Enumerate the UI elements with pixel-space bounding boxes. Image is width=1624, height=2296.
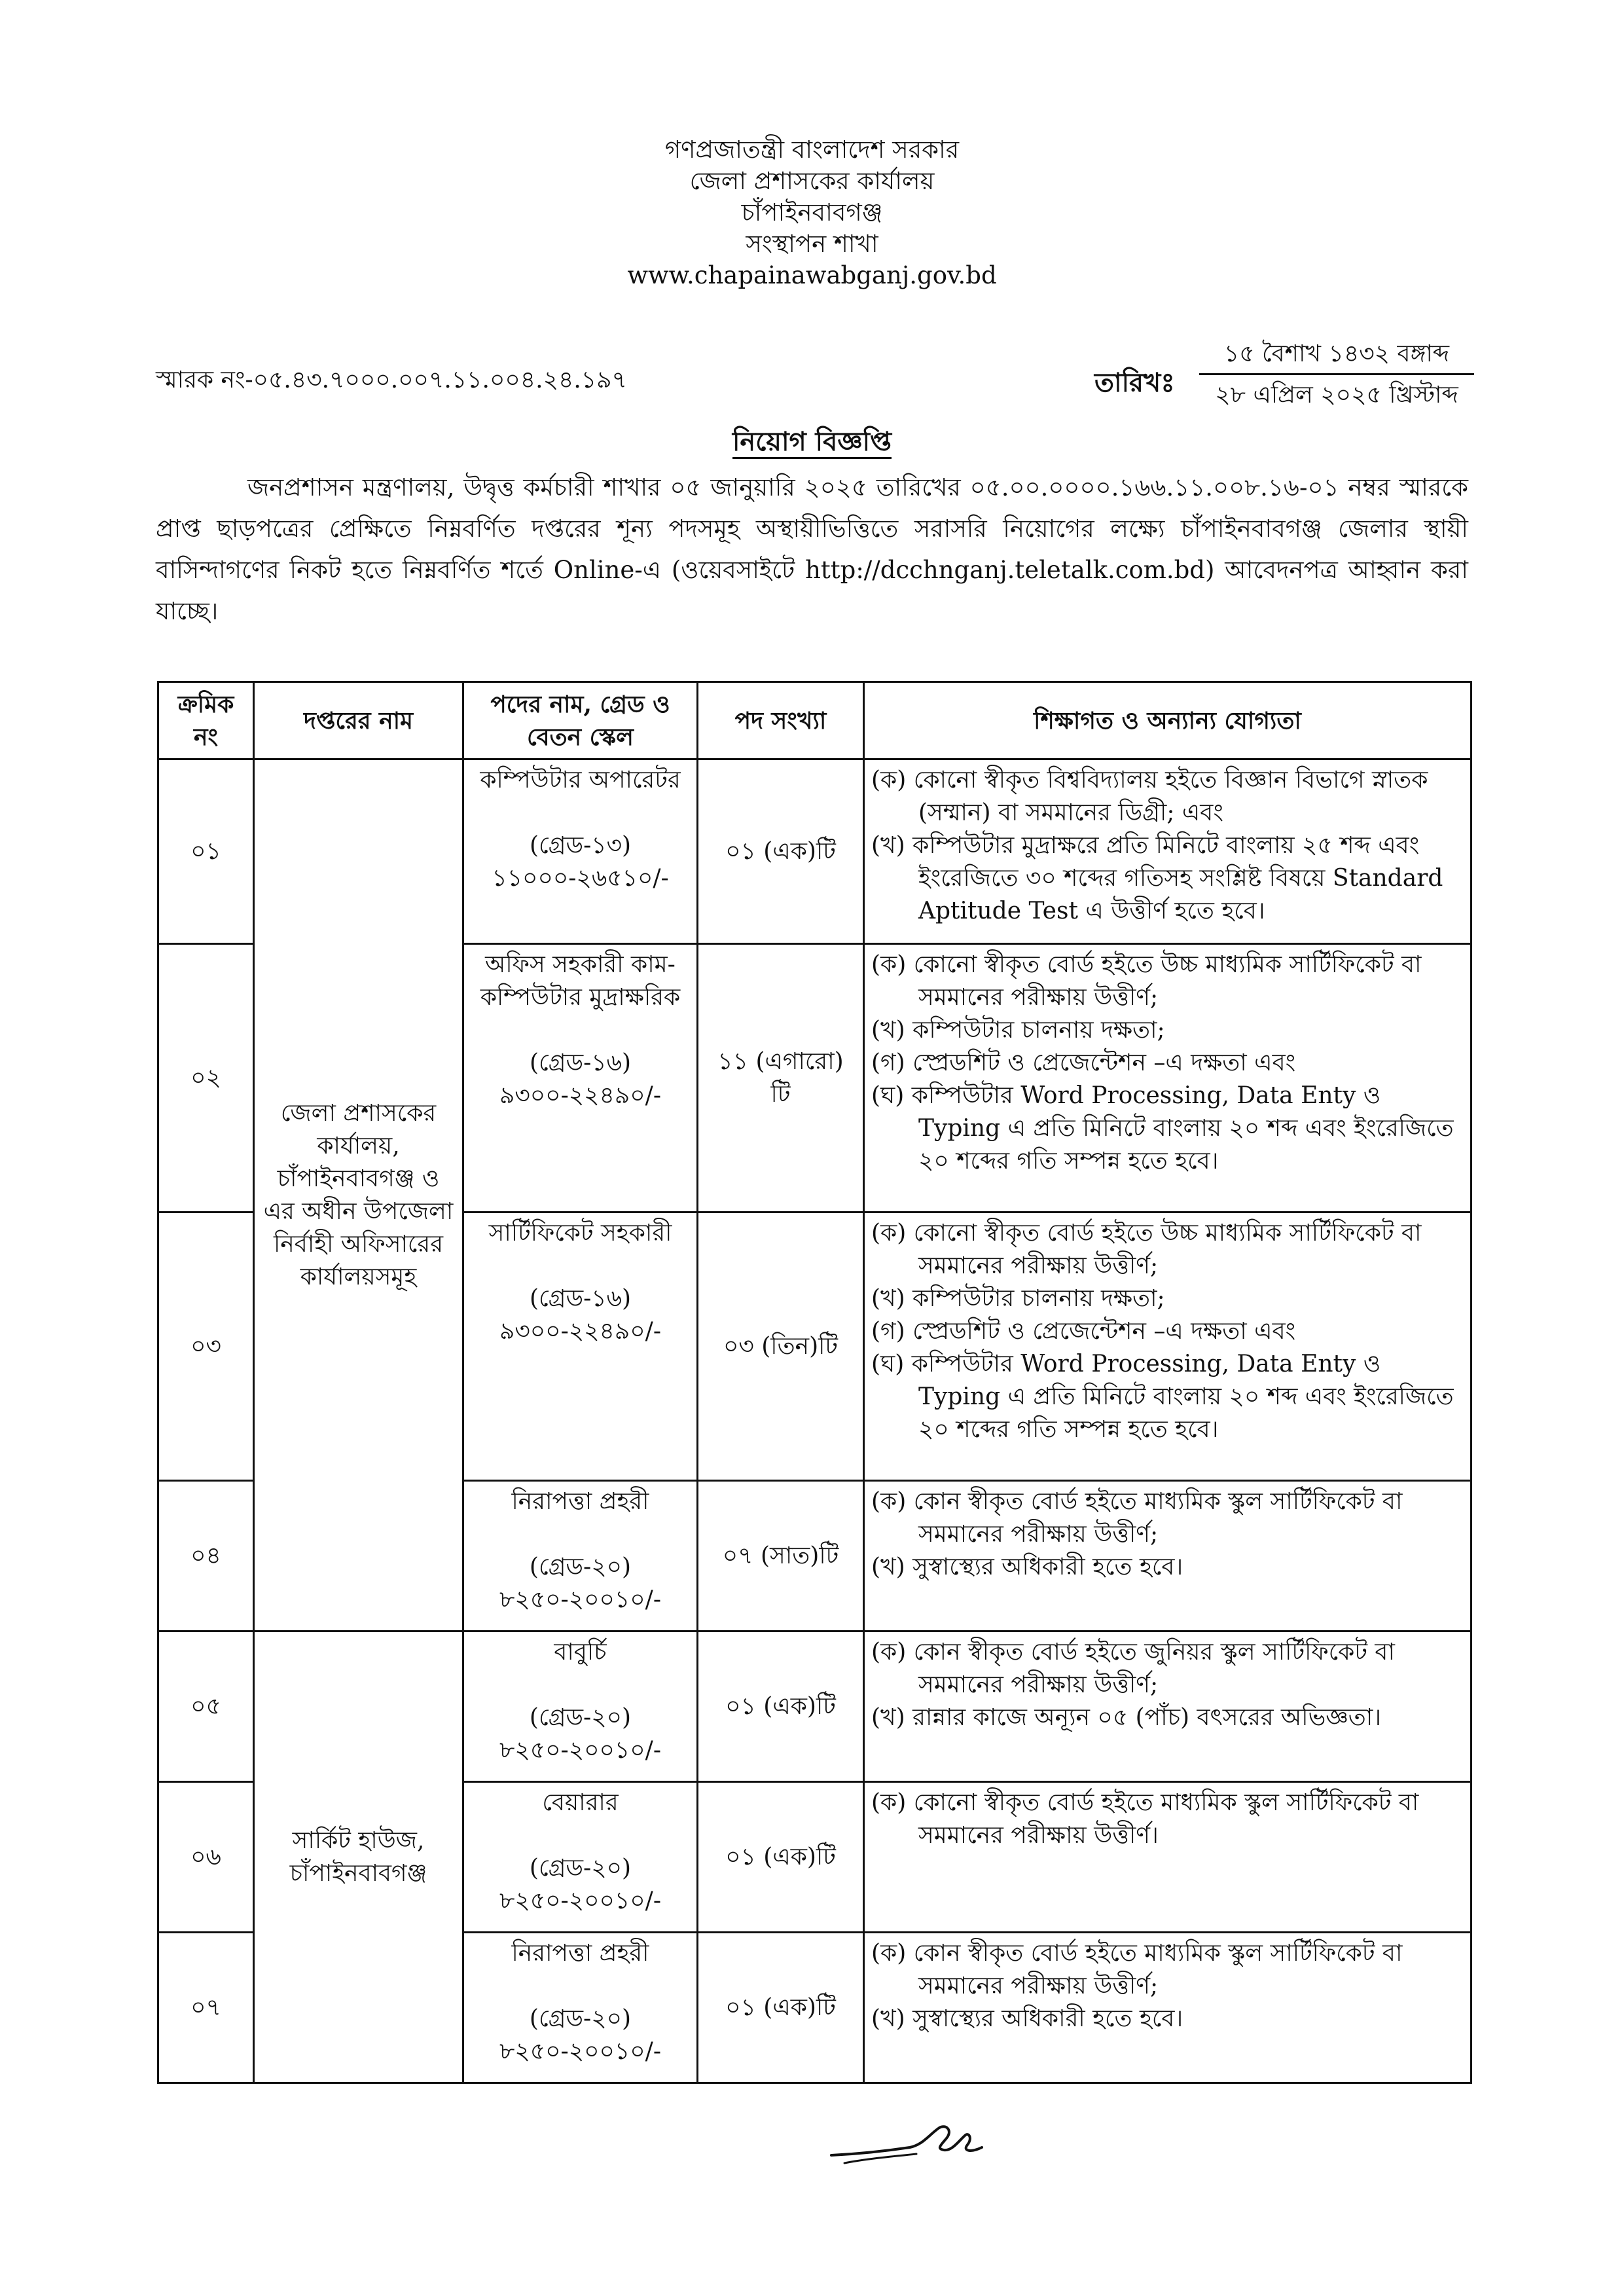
qualification-item: (ক) কোনো স্বীকৃত বোর্ড হইতে উচ্চ মাধ্যমিক সার্টিফিকেট বা সমমানের পরীক্ষায় উত্তীর্ণ; [871,951,1422,1011]
pay-scale: ৯৩০০-২২৪৯০/- [499,1318,661,1345]
post-count-cell: ০১ (এক)টি [698,1631,864,1782]
qualification-item: (ক) কোনো স্বীকৃত বিশ্ববিদ্যালয় হইতে বিজ্ঞান বিভাগে স্নাতক (সম্মান) বা সমমানের ডিগ্রী; এবং [871,767,1428,826]
qualification-item: (ঘ) কম্পিউটার Word Processing, Data Enty ও Typing এ প্রতি মিনিটে বাংলায় ২০ শব্দ এবং ইংরেজিতে ২০ শব্দের গতি সম্পন্ন হতে হবে। [871,1351,1454,1443]
date-bangla: ১৫ বৈশাখ ১৪৩২ বঙ্গাব্দ [1199,340,1474,375]
post-name: বেয়ারার [542,1789,619,1816]
post-count-cell: ০৭ (সাত)টি [698,1481,864,1631]
table-header-row [158,682,1471,759]
header-qualification: শিক্ষাগত ও অন্যান্য যোগ্যতা [864,682,1471,759]
post-count-cell: ০১ (এক)টি [698,1782,864,1933]
pay-scale: ৮২৫০-২০০১০/- [499,2038,661,2065]
qualification-item: (খ) কম্পিউটার মুদ্রাক্ষরে প্রতি মিনিটে বাংলায় ২৫ শব্দ এবং ইংরেজিতে ৩০ শব্দের গতিসহ সংশ্লিষ্ট বিষয়ে Standard Aptitude Test এ উত্তীর্ণ হতে হবে। [871,832,1443,924]
table-row [158,759,1471,944]
header-office: জেলা প্রশাসকের কার্যালয় [689,167,935,195]
post-cell [463,1933,698,2083]
post-count-cell: ১১ (এগারো) টি [698,944,864,1212]
date-block [1199,340,1474,409]
serial-cell: ০৪ [158,1481,254,1631]
post-grade: (গ্রেড-২০) [529,1855,632,1882]
serial-cell: ০৩ [158,1212,254,1481]
post-grade: (গ্রেড-১৬) [529,1285,632,1312]
office-header [0,134,1624,291]
post-cell [463,1212,698,1481]
post-name: নিরাপত্তা প্রহরী [511,1940,649,1967]
post-grade: (গ্রেড-১৬) [529,1049,632,1076]
header-government: গণপ্রজাতন্ত্রী বাংলাদেশ সরকার [664,136,960,164]
qualification-cell [864,1782,1471,1933]
qualification-cell [864,1212,1471,1481]
pay-scale: ৮২৫০-২০০১০/- [499,1586,661,1613]
intro-paragraph: জনপ্রশাসন মন্ত্রণালয়, উদ্বৃত্ত কর্মচারী শাখার ০৫ জানুয়ারি ২০২৫ তারিখের ০৫.০০.০০০০.১৬৬.১১.০০৮.১৬-০১ নম্বর স্মারকে প্রাপ্ত ছাড়পত্রের প্রেক্ষিতে নিম্নবর্ণিত দপ্তরের শূন্য পদসমূহ অস্থায়ীভিত্তিতে সরাসরি নিয়োগের লক্ষ্যে চাঁপাইনবাবগঞ্জ জেলার স্থায়ী বাসিন্দাগণের নিকট হতে নিম্নবর্ণিত শর্তে Online-এ (ওয়েবসাইটে http://dcchnganj.teletalk.com.bd) আবেদনপত্র আহ্বান করা যাচ্ছে। [156,473,1468,625]
post-count-cell: ০১ (এক)টি [698,759,864,944]
header-post: পদের নাম, গ্রেড ও বেতন স্কেল [463,682,698,759]
memo-reference: স্মারক নং-০৫.৪৩.৭০০০.০০৭.১১.০০৪.২৪.১৯৭ [156,367,627,393]
post-count-cell: ০১ (এক)টি [698,1933,864,2083]
qualification-cell [864,1481,1471,1631]
post-grade: (গ্রেড-২০) [529,1704,632,1731]
header-serial: ক্রমিক নং [158,682,254,759]
qualification-item: (খ) সুস্বাস্থ্যের অধিকারী হতে হবে। [871,1554,1183,1580]
serial-cell: ০৬ [158,1782,254,1933]
post-name: সার্টিফিকেট সহকারী [488,1220,672,1247]
header-office: দপ্তরের নাম [254,682,463,759]
qualification-item: (ক) কোন স্বীকৃত বোর্ড হইতে জুনিয়র স্কুল সার্টিফিকেট বা সমমানের পরীক্ষায় উত্তীর্ণ; [871,1639,1395,1698]
post-cell [463,1631,698,1782]
serial-cell: ০১ [158,759,254,944]
pay-scale: ৯৩০০-২২৪৯০/- [499,1082,661,1109]
qualification-item: (ক) কোনো স্বীকৃত বোর্ড হইতে মাধ্যমিক স্কুল সার্টিফিকেট বা সমমানের পরীক্ষায় উত্তীর্ণ। [871,1789,1419,1849]
post-grade: (গ্রেড-২০) [529,1554,632,1580]
qualification-cell [864,944,1471,1212]
header-district: চাঁপাইনবাবগঞ্জ [741,198,883,227]
qualification-item: (ক) কোন স্বীকৃত বোর্ড হইতে মাধ্যমিক স্কুল সার্টিফিকেট বা সমমানের পরীক্ষায় উত্তীর্ণ; [871,1940,1403,1999]
qualification-item: (ঘ) কম্পিউটার Word Processing, Data Enty ও Typing এ প্রতি মিনিটে বাংলায় ২০ শব্দ এবং ইংরেজিতে ২০ শব্দের গতি সম্পন্ন হতে হবে। [871,1082,1454,1175]
serial-cell: ০৫ [158,1631,254,1782]
post-cell [463,1481,698,1631]
qualification-item: (খ) কম্পিউটার চালনায় দক্ষতা; [871,1285,1165,1312]
header-count: পদ সংখ্যা [698,682,864,759]
qualification-item: (খ) রান্নার কাজে অন্যূন ০৫ (পাঁচ) বৎসরের অভিজ্ঞতা। [871,1704,1382,1731]
qualification-item: (গ) স্প্রেডশিট ও প্রেজেন্টেশন –এ দক্ষতা এবং [871,1318,1296,1345]
qualification-item: (খ) সুস্বাস্থ্যের অধিকারী হতে হবে। [871,2005,1183,2032]
table-row [158,1631,1471,1782]
post-grade: (গ্রেড-২০) [529,2005,632,2032]
qualification-cell [864,1631,1471,1782]
post-name: অফিস সহকারী কাম-কম্পিউটার মুদ্রাক্ষরিক [480,951,681,1011]
post-name: কম্পিউটার অপারেটর [480,767,681,793]
post-name: বাবুর্চি [554,1639,607,1666]
qualification-item: (গ) স্প্রেডশিট ও প্রেজেন্টেশন –এ দক্ষতা এবং [871,1049,1296,1076]
header-website: www.chapainawabganj.gov.bd [627,261,997,289]
date-label: তারিখঃ [1094,367,1175,398]
qualification-item: (ক) কোনো স্বীকৃত বোর্ড হইতে উচ্চ মাধ্যমিক সার্টিফিকেট বা সমমানের পরীক্ষায় উত্তীর্ণ; [871,1220,1422,1279]
post-grade: (গ্রেড-১৩) [529,832,632,859]
header-section: সংস্থাপন শাখা [746,230,878,258]
post-cell [463,1782,698,1933]
pay-scale: ৮২৫০-২০০১০/- [499,1737,661,1764]
qualification-item: (খ) কম্পিউটার চালনায় দক্ষতা; [871,1017,1165,1044]
date-gregorian: ২৮ এপ্রিল ২০২৫ খ্রিস্টাব্দ [1215,382,1458,409]
signature [825,2108,988,2180]
notice-title: নিয়োগ বিজ্ঞপ্তি [0,421,1624,465]
post-count-cell: ০৩ (তিন)টি [698,1212,864,1481]
pay-scale: ১১০০০-২৬৫১০/- [492,865,669,892]
qualification-cell [864,1933,1471,2083]
qualification-item: (ক) কোন স্বীকৃত বোর্ড হইতে মাধ্যমিক স্কুল সার্টিফিকেট বা সমমানের পরীক্ষায় উত্তীর্ণ; [871,1488,1403,1548]
serial-cell: ০২ [158,944,254,1212]
vacancy-table [157,681,1472,2084]
office-cell: সার্কিট হাউজ, চাঁপাইনবাবগঞ্জ [254,1631,463,2083]
post-cell [463,759,698,944]
qualification-cell [864,759,1471,944]
pay-scale: ৮২৫০-২০০১০/- [499,1887,661,1914]
post-cell [463,944,698,1212]
post-name: নিরাপত্তা প্রহরী [511,1488,649,1515]
office-cell: জেলা প্রশাসকের কার্যালয়, চাঁপাইনবাবগঞ্জ ও এর অধীন উপজেলা নির্বাহী অফিসারের কার্যালয়সমূহ [254,759,463,1631]
serial-cell: ০৭ [158,1933,254,2083]
